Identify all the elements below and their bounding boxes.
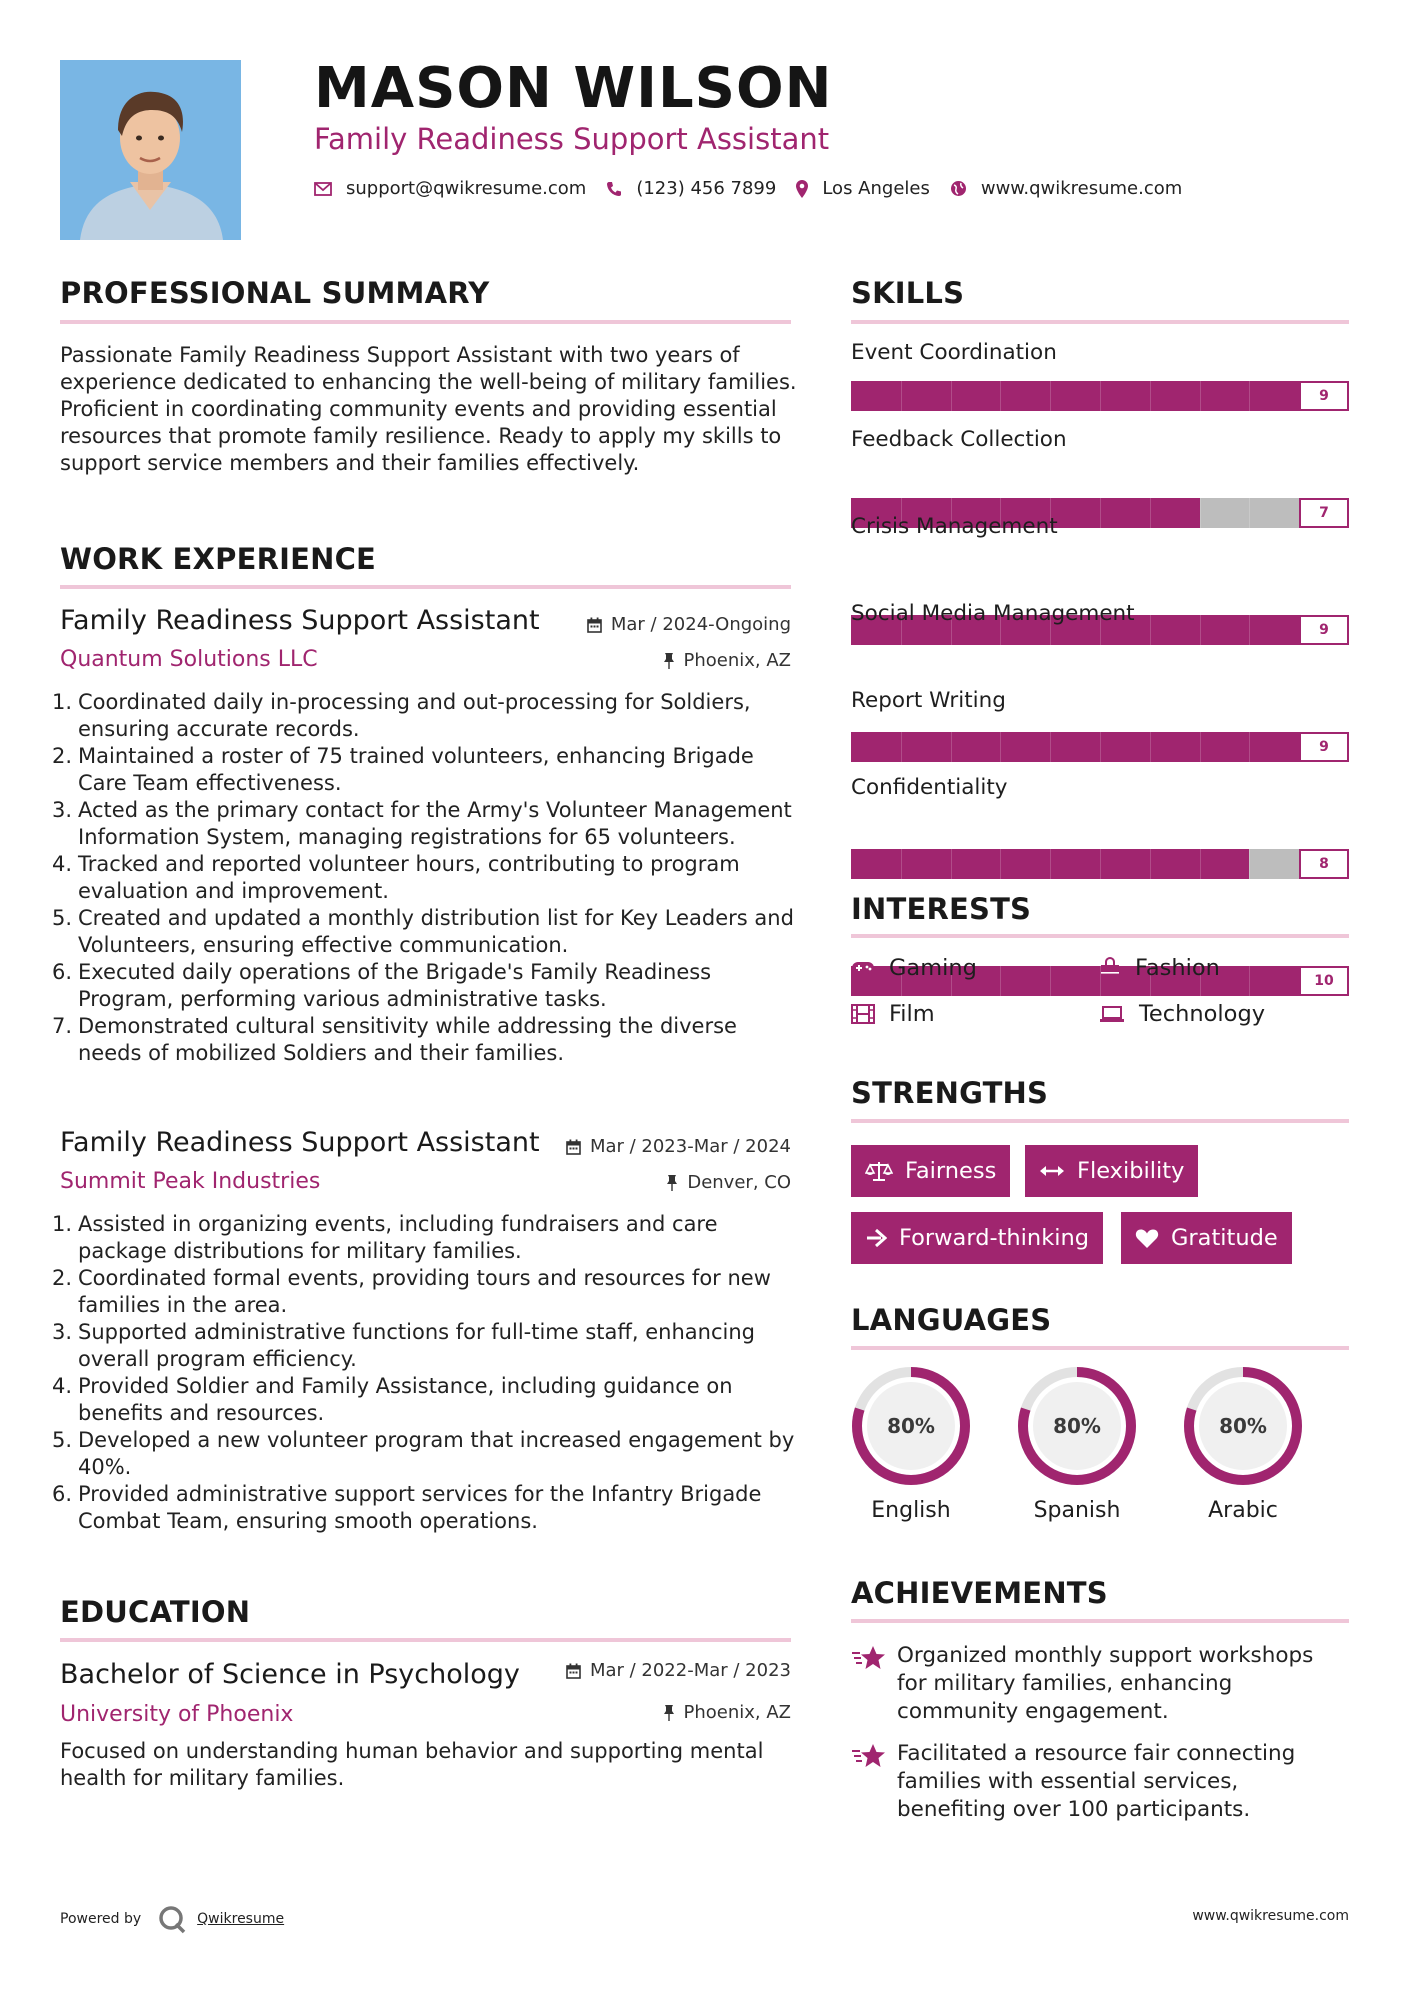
phone-text: (123) 456 7899 <box>636 178 777 199</box>
list-item: 4. Provided Soldier and Family Assistance, including guidance on benefits and resources. <box>52 1374 733 1425</box>
education-description: Focused on understanding human behavior and supporting mental health for military families. <box>60 1739 764 1790</box>
interest-label: Technology <box>1139 1001 1266 1027</box>
list-item: 6. Provided administrative support services for the Infantry Brigade Combat Team, ensuring smooth operations. <box>52 1482 762 1533</box>
strength-label: Fairness <box>905 1158 997 1184</box>
language-percent: 80% <box>1219 1414 1267 1438</box>
skill-bar-segment <box>951 732 952 762</box>
skill-bar-segment <box>1150 381 1151 411</box>
skill-bar-segment <box>1100 732 1101 762</box>
candidate-title: Family Readiness Support Assistant <box>314 122 830 156</box>
summary-text: Passionate Family Readiness Support Assistant with two years of experience dedicated to enhancing the well-being of military families. Proficient in coordinating community events and providing essential resources that promote family resilience. Ready to apply my skills to support service members and their families effectively. <box>60 343 797 475</box>
language-ring <box>1183 1366 1303 1486</box>
job-location <box>560 650 791 671</box>
strength-label: Flexibility <box>1077 1158 1185 1184</box>
list-item: 2. Maintained a roster of 75 trained volunteers, enhancing Brigade Care Team effectiveness. <box>52 744 754 795</box>
skill-bar-segment <box>1249 966 1250 996</box>
skill-bar-segment <box>1249 381 1250 411</box>
job-title: Family Readiness Support Assistant <box>60 1127 540 1158</box>
heart-icon <box>1135 1228 1159 1249</box>
laptop-icon <box>1099 1005 1125 1023</box>
degree-title: Bachelor of Science in Psychology <box>60 1659 520 1690</box>
skill-bar-segment <box>1249 498 1250 528</box>
job-date <box>540 1136 791 1157</box>
map-marker-icon <box>796 180 808 198</box>
pushpin-icon <box>663 652 675 669</box>
skill-label: Event Coordination <box>851 340 1057 365</box>
skill-level-badge: 9 <box>1299 615 1349 645</box>
skill-level-badge: 9 <box>1299 381 1349 411</box>
skill-bar-segment <box>1050 966 1051 996</box>
arrow-right-icon <box>865 1228 887 1248</box>
skill-label: Social Media Management <box>851 601 1135 626</box>
list-item: 5. Developed a new volunteer program that increased engagement by 40%. <box>52 1428 795 1479</box>
skill-bar-segment <box>1150 498 1151 528</box>
skill-bar-segment <box>1249 615 1250 645</box>
skill-bar-segment <box>1000 732 1001 762</box>
achievement-item <box>851 1642 1347 1726</box>
skill-bar-segment <box>1050 849 1051 879</box>
profile-photo <box>60 60 241 240</box>
list-item: 6. Executed daily operations of the Brigade's Family Readiness Program, performing various administrative tasks. <box>52 960 712 1011</box>
job-company: Summit Peak Industries <box>60 1169 321 1194</box>
globe-icon <box>950 180 967 197</box>
skill-bar-segment <box>1050 381 1051 411</box>
strength-tag-forward-thinking <box>851 1212 1103 1264</box>
skill-level-badge: 7 <box>1299 498 1349 528</box>
calendar-icon <box>587 617 602 633</box>
envelope-icon <box>314 182 332 196</box>
job-date <box>560 614 791 635</box>
pushpin-icon <box>666 1174 678 1191</box>
skill-bar-fill <box>851 381 1299 411</box>
skill-bar-segment <box>1150 732 1151 762</box>
education-date <box>540 1660 791 1681</box>
skill-label: Crisis Management <box>851 514 1058 539</box>
skill-level-badge: 8 <box>1299 849 1349 879</box>
website-text: www.qwikresume.com <box>980 178 1183 199</box>
job-location <box>560 1172 791 1193</box>
interest-label: Fashion <box>1135 955 1220 981</box>
contact-location <box>796 178 930 199</box>
calendar-icon <box>566 1139 581 1155</box>
language-ring <box>851 1366 971 1486</box>
phone-icon <box>606 181 622 197</box>
achievements-heading: ACHIEVEMENTS <box>851 1576 1108 1610</box>
location-text: Los Angeles <box>822 178 930 199</box>
skill-bar-segment <box>1100 498 1101 528</box>
language-percent: 80% <box>1053 1414 1101 1438</box>
list-item: 1. Coordinated daily in-processing and out-processing for Soldiers, ensuring accurate records. <box>52 690 751 741</box>
skills-heading: SKILLS <box>851 276 965 310</box>
skill-level-badge: 10 <box>1299 966 1349 996</box>
calendar-icon <box>566 1663 581 1679</box>
education-date-text: Mar / 2022-Mar / 2023 <box>589 1660 791 1681</box>
interest-gaming <box>851 955 977 981</box>
list-item: 3. Acted as the primary contact for the Army's Volunteer Management Information System, managing registrations for 65 volunteers. <box>52 798 792 849</box>
education-location <box>560 1702 791 1723</box>
job-location-text: Phoenix, AZ <box>683 650 791 671</box>
skill-bar-segment <box>951 381 952 411</box>
language-name: Spanish <box>1033 1498 1121 1523</box>
footer-powered-by <box>60 1904 284 1934</box>
language-name: English <box>871 1498 951 1523</box>
job-date-text: Mar / 2023-Mar / 2024 <box>589 1136 791 1157</box>
skill-bar-segment <box>1150 849 1151 879</box>
list-item: 3. Supported administrative functions for full-time staff, enhancing overall program efficiency. <box>52 1320 755 1371</box>
strength-label: Forward-thinking <box>899 1225 1090 1251</box>
interest-technology <box>1099 1001 1265 1027</box>
languages-heading: LANGUAGES <box>851 1303 1052 1337</box>
summary-heading: PROFESSIONAL SUMMARY <box>60 276 490 310</box>
list-item: 2. Coordinated formal events, providing tours and resources for new families in the area. <box>52 1266 771 1317</box>
skill-bar-segment <box>1200 849 1201 879</box>
gamepad-icon <box>851 960 875 976</box>
skill-label: Report Writing <box>851 688 1006 713</box>
skill-bar-segment <box>1000 849 1001 879</box>
language-percent: 80% <box>887 1414 935 1438</box>
job-title: Family Readiness Support Assistant <box>60 605 540 636</box>
strength-tag-fairness <box>851 1145 1010 1197</box>
skill-bar <box>851 381 1349 411</box>
contact-email[interactable] <box>314 178 586 199</box>
candidate-name: MASON WILSON <box>314 56 833 121</box>
strength-tag-flexibility <box>1025 1145 1198 1197</box>
strengths-divider <box>851 1119 1349 1123</box>
list-item: 4. Tracked and reported volunteer hours, contributing to program evaluation and improvement. <box>52 852 740 903</box>
arrows-horizontal-icon <box>1039 1164 1065 1178</box>
skill-bar-segment <box>1100 381 1101 411</box>
skill-bar-segment <box>1050 732 1051 762</box>
achievement-text: Facilitated a resource fair connecting families with essential services, benefiting over 100 participants. <box>897 1741 1296 1822</box>
skill-bar-segment <box>901 732 902 762</box>
interest-fashion <box>1099 955 1220 981</box>
brand-link[interactable]: Qwikresume <box>197 1911 285 1927</box>
interests-heading: INTERESTS <box>851 892 1032 926</box>
skill-bar-segment <box>1200 615 1201 645</box>
skill-bar-segment <box>1200 732 1201 762</box>
job-bullet-list <box>52 1211 800 1535</box>
shopping-bag-icon <box>1099 957 1121 979</box>
list-item: 7. Demonstrated cultural sensitivity while addressing the diverse needs of mobilized Soldiers and their families. <box>52 1014 737 1065</box>
skill-bar-segment <box>901 381 902 411</box>
qwikresume-logo-icon <box>157 1904 187 1934</box>
strength-tag-gratitude <box>1121 1212 1292 1264</box>
skill-bar-segment <box>1200 381 1201 411</box>
skill-label: Feedback Collection <box>851 427 1067 452</box>
skill-bar-segment <box>1150 615 1151 645</box>
list-item: 5. Created and updated a monthly distribution list for Key Leaders and Volunteers, ensuring effective communication. <box>52 906 794 957</box>
skill-bar-segment <box>901 849 902 879</box>
achievement-text: Organized monthly support workshops for military families, enhancing community engagement. <box>897 1643 1314 1724</box>
job-date-text: Mar / 2024-Ongoing <box>610 614 791 635</box>
language-name: Arabic <box>1208 1498 1278 1523</box>
film-icon <box>851 1004 875 1024</box>
job-company: Quantum Solutions LLC <box>60 647 318 672</box>
skill-bar-fill <box>851 732 1299 762</box>
footer-url[interactable]: www.qwikresume.com <box>1192 1908 1349 1924</box>
interest-film <box>851 1001 935 1027</box>
skill-label: Confidentiality <box>851 775 1008 800</box>
experience-divider <box>60 585 791 589</box>
star-icon <box>851 1644 887 1672</box>
contact-bar <box>314 178 1202 199</box>
education-heading: EDUCATION <box>60 1595 251 1629</box>
education-divider <box>60 1638 791 1642</box>
interest-label: Gaming <box>889 955 977 981</box>
skill-bar-segment <box>1249 849 1250 879</box>
language-ring <box>1017 1366 1137 1486</box>
skill-level-badge: 9 <box>1299 732 1349 762</box>
school-name: University of Phoenix <box>60 1702 294 1727</box>
balance-scale-icon <box>865 1161 893 1181</box>
email-text: support@qwikresume.com <box>346 178 587 199</box>
skill-bar-segment <box>1000 381 1001 411</box>
skill-bar-segment <box>951 849 952 879</box>
languages-list <box>851 1366 1351 1536</box>
skill-bar-segment <box>1100 849 1101 879</box>
achievements-divider <box>851 1619 1349 1623</box>
skills-divider <box>851 320 1349 324</box>
contact-website[interactable] <box>950 178 1182 199</box>
strengths-heading: STRENGTHS <box>851 1076 1049 1110</box>
interests-divider <box>851 934 1349 938</box>
star-icon <box>851 1742 887 1770</box>
achievement-item <box>851 1740 1347 1824</box>
interest-label: Film <box>889 1001 935 1027</box>
strength-label: Gratitude <box>1171 1225 1278 1251</box>
skill-bar <box>851 732 1349 762</box>
education-location-text: Phoenix, AZ <box>683 1702 791 1723</box>
job-bullet-list <box>52 689 800 1067</box>
job-location-text: Denver, CO <box>687 1172 791 1193</box>
experience-heading: WORK EXPERIENCE <box>60 542 377 576</box>
skill-bar-segment <box>1249 732 1250 762</box>
powered-by-text: Powered by <box>60 1911 142 1927</box>
languages-divider <box>851 1346 1349 1350</box>
skill-bar-segment <box>1200 498 1201 528</box>
list-item: 1. Assisted in organizing events, including fundraisers and care package distributions for military families. <box>52 1212 718 1263</box>
contact-phone[interactable] <box>606 178 776 199</box>
skill-bar-segment <box>1000 966 1001 996</box>
summary-divider <box>60 320 791 324</box>
pushpin-icon <box>663 1704 675 1721</box>
skill-bar <box>851 849 1349 879</box>
